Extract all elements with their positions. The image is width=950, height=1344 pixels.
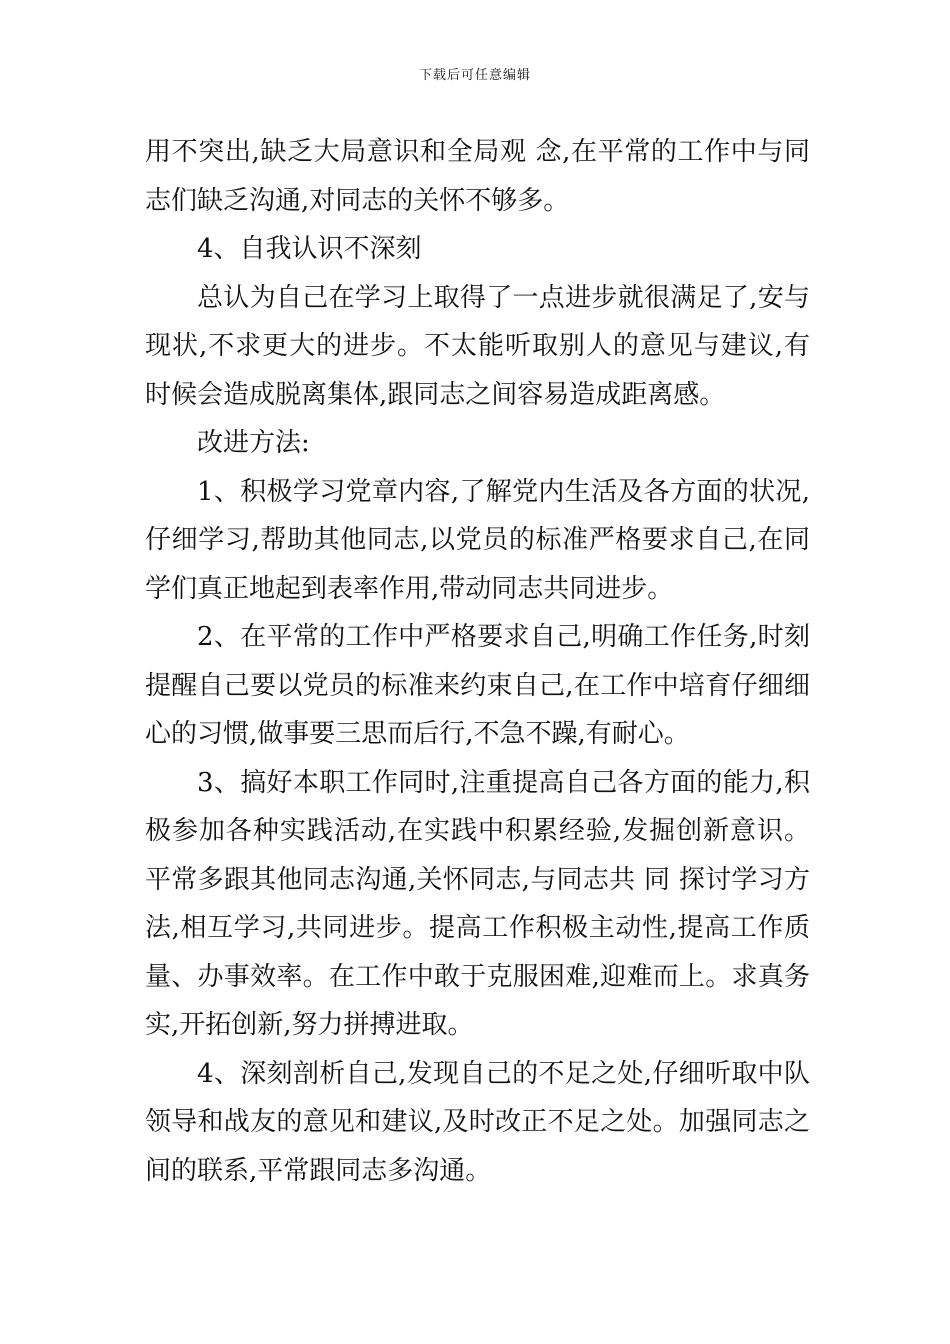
heading-improvement-methods: 改进方法: (197, 428, 310, 458)
paragraph-method-2: 2、在平常的工作中严格要求自己,明确工作任务,时刻提醒自己要以党员的标准来约束自己,在工作中培育仔细细心的习惯,做事要三思而后行,不急不躁,有耐心。 (145, 622, 810, 749)
paragraph-continuation: 用不突出,缺乏大局意识和全局观 念,在平常的工作中与同志们缺乏沟通,对同志的关怀不够多。 (145, 137, 810, 216)
document-body (145, 128, 810, 1195)
paragraph-method-4: 4、深刻剖析自己,发现自己的不足之处,仔细听取中队领导和战友的意见和建议,及时改正不足之处。加强同志之间的联系,平常跟同志多沟通。 (145, 1058, 810, 1186)
page-header: 下载后可任意编辑 (418, 68, 531, 83)
paragraph-self-awareness: 总认为自己在学习上取得了一点进步就很满足了,安与现状,不求更大的进步。不太能听取别人的意见与建议,有时候会造成脱离集体,跟同志之间容易造成距离感。 (145, 282, 810, 410)
paragraph-method-3: 3、搞好本职工作同时,注重提高自己各方面的能力,积极参加各种实践活动,在实践中积累经验,发掘创新意识。平常多跟其他同志沟通,关怀同志,与同志共 同 探讨学习方法,相互学习,共同进步。提高工作积极主动性,提高工作质量、办事效率。在工作中敢于克服困难,迎难而上。求真务实,开拓创新,努力拼搏进取。 (145, 767, 810, 1040)
paragraph-method-1: 1、积极学习党章内容,了解党内生活及各方面的状况,仔细学习,帮助其他同志,以党员的标准严格要求自己,在同学们真正地起到表率作用,带动同志共同进步。 (145, 476, 810, 604)
heading-self-awareness: 4、自我认识不深刻 (197, 234, 422, 264)
